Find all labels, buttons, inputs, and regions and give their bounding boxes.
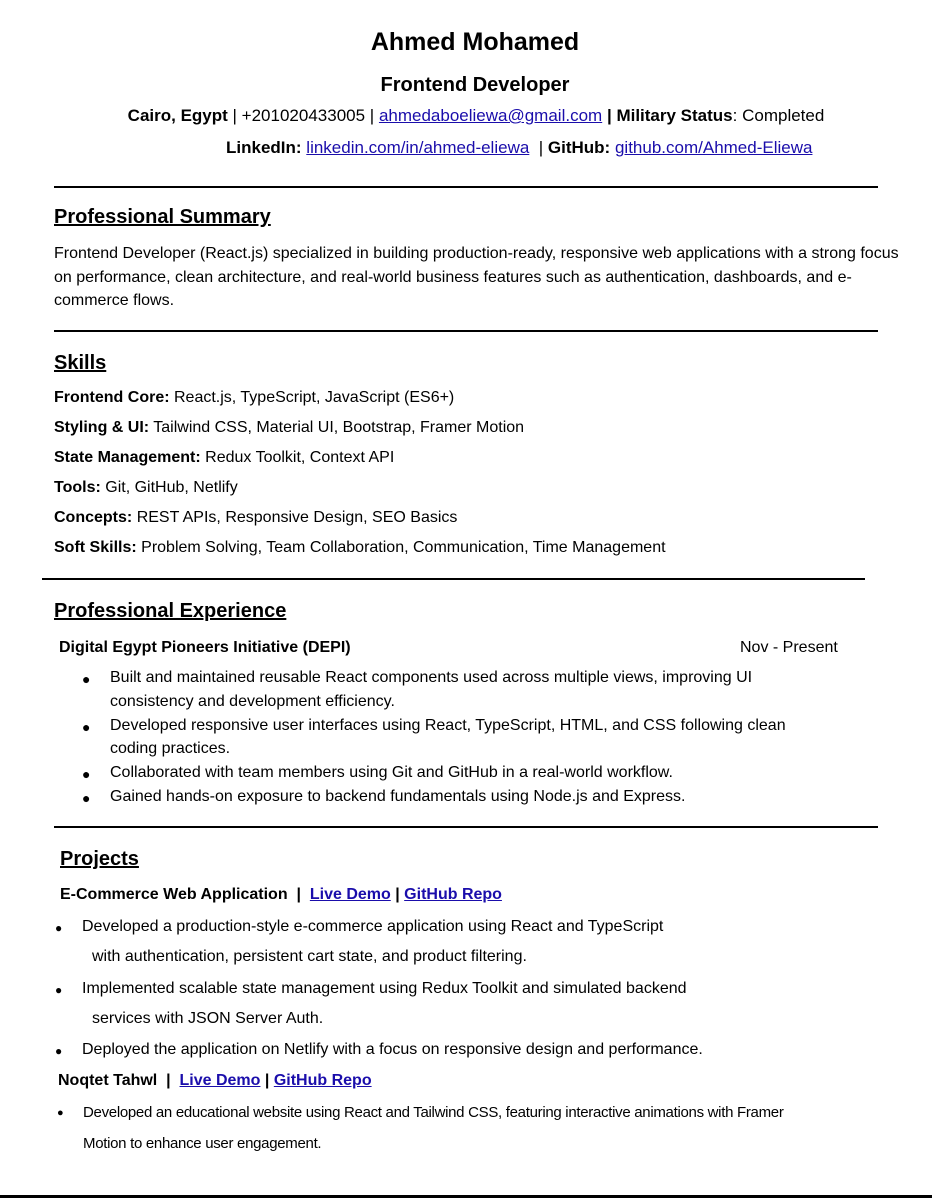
experience-heading: Professional Experience: [54, 600, 287, 622]
project-bullet-cont: with authentication, persistent cart state, and product filtering.: [92, 948, 527, 965]
bullet-icon: ●: [57, 1107, 64, 1119]
live-demo-link[interactable]: Live Demo: [179, 1072, 261, 1089]
project-title-line: Noqtet Tahwl | Live Demo | GitHub Repo: [58, 1072, 372, 1089]
project-bullet: Deployed the application on Netlify with a focus on responsive design and performance.: [82, 1041, 703, 1058]
experience-bullet: Collaborated with team members using Git and GitHub in a real-world workflow.: [110, 764, 673, 781]
military-label: Military Status: [616, 106, 733, 125]
linkedin-label: LinkedIn:: [226, 138, 302, 157]
skill-row: Tools: Git, GitHub, Netlify: [54, 479, 238, 496]
job-title: Frontend Developer: [380, 74, 570, 96]
contact-line: Cairo, Egypt | +201020433005 | ahmedaboeliewa@gmail.com | Military Status: Completed: [127, 106, 825, 125]
phone: +201020433005: [241, 106, 366, 125]
experience-bullet: Gained hands-on exposure to backend fundamentals using Node.js and Express.: [110, 788, 686, 805]
bullet-icon: ●: [82, 671, 91, 687]
experience-bullet-cont: coding practices.: [110, 740, 231, 757]
bullet-icon: ●: [82, 719, 91, 735]
email-link[interactable]: ahmedaboeliewa@gmail.com: [378, 106, 603, 125]
experience-org: Digital Egypt Pioneers Initiative (DEPI): [59, 639, 351, 656]
project-bullet: Implemented scalable state management using Redux Toolkit and simulated backend: [82, 980, 687, 997]
project-bullet: Developed a production-style e-commerce application using React and TypeScript: [82, 918, 664, 935]
experience-bullet-cont: consistency and development efficiency.: [110, 693, 395, 710]
skill-row: Styling & UI: Tailwind CSS, Material UI, Bootstrap, Framer Motion: [54, 419, 525, 436]
experience-bullet: Developed responsive user interfaces using React, TypeScript, HTML, and CSS following clean: [110, 717, 786, 734]
candidate-name: Ahmed Mohamed: [370, 28, 580, 56]
bullet-icon: ●: [82, 766, 91, 782]
skill-row: Frontend Core: React.js, TypeScript, JavaScript (ES6+): [54, 389, 455, 406]
skill-row: Concepts: REST APIs, Responsive Design, SEO Basics: [54, 509, 458, 526]
skill-row: State Management: Redux Toolkit, Context API: [54, 449, 395, 466]
project-bullet: Developed an educational website using React and Tailwind CSS, featuring interactive animations with Framer: [83, 1104, 784, 1121]
experience-bullet: Built and maintained reusable React components used across multiple views, improving UI: [110, 669, 753, 686]
social-line: LinkedIn: linkedin.com/in/ahmed-eliewa | GitHub: github.com/Ahmed-Eliewa: [226, 138, 813, 157]
bottom-divider: [0, 1195, 932, 1198]
linkedin-link[interactable]: linkedin.com/in/ahmed-eliewa: [306, 138, 530, 157]
project-bullet-cont: Motion to enhance user engagement.: [83, 1135, 322, 1152]
experience-dates: Nov - Present: [740, 639, 838, 656]
projects-heading: Projects: [60, 848, 139, 870]
bullet-icon: ●: [55, 921, 63, 935]
project-name: E-Commerce Web Application: [60, 886, 288, 903]
project-title-line: E-Commerce Web Application | Live Demo | GitHub Repo: [60, 886, 502, 903]
github-label: GitHub:: [547, 138, 611, 157]
divider: [54, 826, 878, 828]
project-name: Noqtet Tahwl: [58, 1072, 158, 1089]
bullet-icon: ●: [82, 790, 91, 806]
skill-row: Soft Skills: Problem Solving, Team Collaboration, Communication, Time Management: [54, 539, 666, 556]
github-link[interactable]: github.com/Ahmed-Eliewa: [614, 138, 813, 157]
project-bullet-cont: services with JSON Server Auth.: [92, 1010, 324, 1027]
summary-heading: Professional Summary: [54, 206, 271, 228]
live-demo-link[interactable]: Live Demo: [309, 886, 391, 903]
military-value: Completed: [742, 106, 825, 125]
location: Cairo, Egypt: [127, 106, 228, 125]
divider: [54, 330, 878, 332]
skills-heading: Skills: [54, 352, 107, 374]
github-repo-link[interactable]: GitHub Repo: [273, 1072, 372, 1089]
bullet-icon: ●: [55, 983, 63, 997]
github-repo-link[interactable]: GitHub Repo: [404, 886, 502, 903]
divider: [54, 186, 878, 188]
bullet-icon: ●: [55, 1044, 63, 1058]
summary-text: Frontend Developer (React.js) specialized in building production-ready, responsive web applications with a strong focus on performance, clean architecture, and real-world business features such as authentication, dashboards, and e-commerce flows.: [54, 245, 899, 309]
divider: [42, 578, 865, 580]
